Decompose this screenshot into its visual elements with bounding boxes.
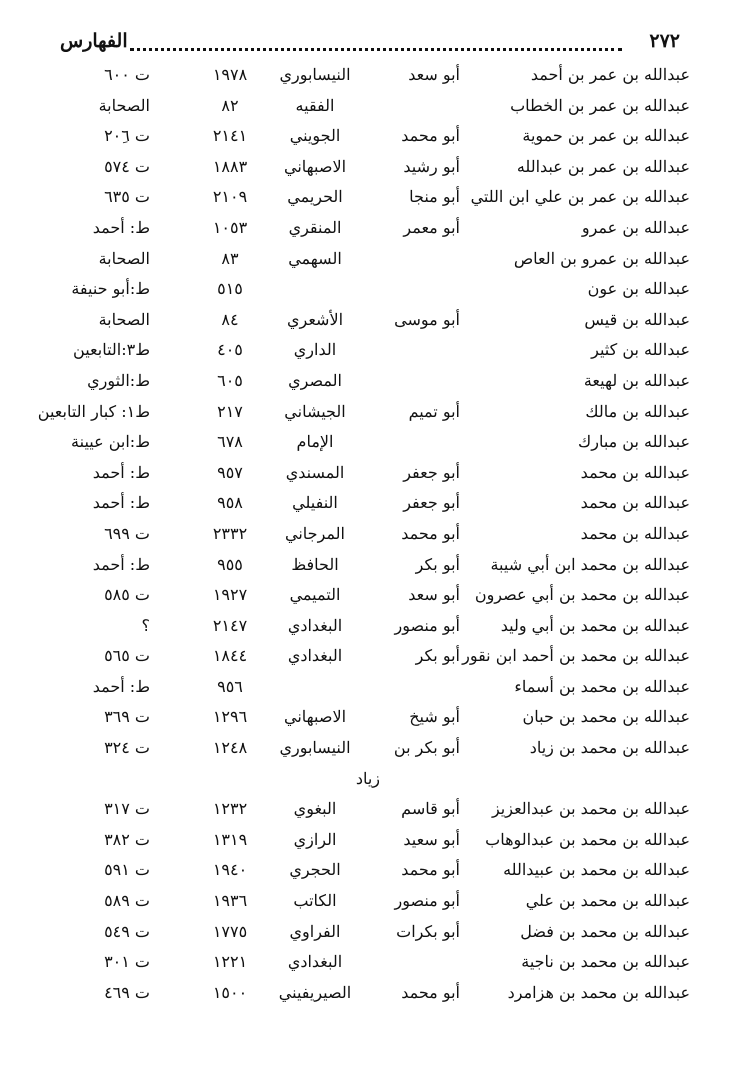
note: ت ٥٤٩ <box>104 921 150 941</box>
kunya: أبو معمر <box>403 217 460 237</box>
nisba: الاصبهاني <box>283 707 347 727</box>
entry-number: ١٢٣٢ <box>212 799 248 819</box>
kunya: أبو جعفر <box>403 462 460 482</box>
note: ت ٥٦٥ <box>104 646 150 666</box>
index-row <box>60 91 690 122</box>
nisba: الحجري <box>289 860 341 880</box>
index-table <box>37 60 690 1008</box>
index-row <box>60 60 690 91</box>
nisba: الجيشاني <box>284 401 346 421</box>
entry-number: ٢٣٣٢ <box>212 523 248 543</box>
note: ت ٣٦٩ <box>104 707 150 727</box>
narrator-name: عبدالله بن محمد بن فضل <box>520 921 690 941</box>
page-number: ٢٧٢ <box>649 30 680 52</box>
kunya: أبو قاسم <box>401 799 460 819</box>
nisba: النفيلي <box>292 493 338 513</box>
index-row <box>60 550 690 581</box>
note: ت ٣٠١ <box>104 952 150 972</box>
kunya: أبو محمد <box>401 523 460 543</box>
note: ت ٦٠٠ <box>104 65 150 84</box>
note: ط: أحمد <box>92 217 150 237</box>
note: ت ٦٩٩ <box>104 523 150 543</box>
entry-number: ٨٤ <box>221 309 239 329</box>
narrator-name: عبدالله بن محمد بن عبدالعزيز <box>491 799 690 819</box>
nisba: الحريمي <box>287 187 343 207</box>
index-row <box>60 733 690 764</box>
narrator-name: عبدالله بن محمد بن ناجية <box>521 952 690 972</box>
nisba: السهمي <box>288 248 342 268</box>
narrator-name: عبدالله بن محمد بن أبي وليد <box>500 615 690 635</box>
index-row <box>60 366 690 397</box>
entry-number: ١٢٢١ <box>212 952 248 972</box>
note: ت ٥٨٩ <box>104 891 150 911</box>
index-row <box>60 458 690 489</box>
kunya: أبو بكر <box>415 554 460 574</box>
entry-number: ٩٥٥ <box>217 554 243 574</box>
index-row <box>60 244 690 275</box>
nisba: الجويني <box>289 126 341 146</box>
index-row <box>37 397 690 428</box>
narrator-name: عبدالله بن عمرو <box>581 217 690 237</box>
index-row <box>60 580 690 611</box>
note: ط: أحمد <box>92 554 150 574</box>
index-row <box>60 702 690 733</box>
index-row <box>60 825 690 856</box>
note: الصحابة <box>98 248 150 268</box>
index-row <box>60 182 690 213</box>
entry-number: ١٩٣٦ <box>212 891 248 911</box>
note: ت ٢٠ِ٦ <box>104 126 150 146</box>
kunya: أبو شيخ <box>409 707 460 727</box>
kunya: أبو بكر بن <box>393 738 460 758</box>
entry-number: ٦٠٥ <box>217 370 243 390</box>
note: ؟ <box>141 615 150 635</box>
kunya: أبو تميم <box>408 401 460 421</box>
entry-number: ٢١٤١ <box>212 126 248 146</box>
narrator-name: عبدالله بن محمد بن زياد <box>529 738 690 758</box>
dotted-leader <box>130 36 622 51</box>
nisba: البغدادي <box>287 646 343 666</box>
narrator-name: عبدالله بن محمد <box>580 462 690 482</box>
nisba: المرجاني <box>285 523 345 543</box>
narrator-name: عبدالله بن مبارك <box>578 432 690 452</box>
nisba: الكاتب <box>293 891 337 911</box>
entry-number: ٢١٤٧ <box>212 615 248 635</box>
entry-number: ١٢٩٦ <box>212 707 248 727</box>
narrator-name: عبدالله بن محمد بن عبيدالله <box>503 860 690 880</box>
index-row <box>60 641 690 672</box>
note: الصحابة <box>98 95 150 115</box>
entry-number: ١٥٠٠ <box>212 982 248 1002</box>
index-row <box>60 978 690 1009</box>
narrator-name: عبدالله بن عمر بن أحمد <box>530 65 690 84</box>
nisba: الداري <box>293 340 337 360</box>
note: ت ٣٢٤ <box>104 738 150 758</box>
kunya: أبو منجا <box>409 187 460 207</box>
note: ط:ابن عيينة <box>71 432 150 452</box>
narrator-name: عبدالله بن محمد بن حبان <box>522 707 690 727</box>
narrator-name: عبدالله بن عمر بن الخطاب <box>510 95 690 115</box>
entry-number: ١٩٤٠ <box>212 860 248 880</box>
index-row <box>60 611 690 642</box>
entry-number: ١٨٤٤ <box>212 646 248 666</box>
section-title: الفهارس <box>60 30 128 52</box>
note: ت ٣٨٢ <box>104 829 150 849</box>
nisba: الصيريفيني <box>278 982 352 1002</box>
narrator-name: عبدالله بن محمد بن أحمد ابن نقور <box>462 646 690 666</box>
note: ط:الثوري <box>87 370 150 390</box>
entry-number: ٨٢ <box>221 95 239 115</box>
kunya: أبو سعد <box>408 585 460 605</box>
note: ت ٤٦٩ <box>104 982 150 1002</box>
narrator-name: عبدالله بن محمد بن عبدالوهاب <box>485 829 690 849</box>
index-row <box>60 274 690 305</box>
narrator-name: عبدالله بن عمر بن حموية <box>522 126 690 146</box>
index-row <box>60 855 690 886</box>
kunya: أبو رشيد <box>403 156 460 176</box>
kunya: أبو موسى <box>394 309 460 329</box>
index-row <box>60 764 690 795</box>
entry-number: ٥١٥ <box>217 279 243 299</box>
index-row <box>60 672 690 703</box>
narrator-name: عبدالله بن عمر بن علي ابن اللتي <box>470 187 690 207</box>
kunya: أبو بكرات <box>396 921 460 941</box>
entry-number: ١٩٧٨ <box>212 65 248 84</box>
narrator-name: عبدالله بن محمد بن علي <box>525 891 690 911</box>
index-row <box>60 886 690 917</box>
narrator-name: عبدالله بن عون <box>587 279 690 299</box>
nisba: النيسابوري <box>279 65 351 84</box>
nisba: البغوي <box>293 799 337 819</box>
index-row <box>60 305 690 336</box>
nisba: البغدادي <box>287 615 343 635</box>
note: ت ٦٣٥ <box>104 187 150 207</box>
nisba: الاصبهاني <box>283 156 347 176</box>
note: ط: أحمد <box>92 676 150 696</box>
nisba: المنقري <box>288 217 342 237</box>
nisba: التميمي <box>289 585 341 605</box>
note: ط٣:التابعين <box>73 340 150 360</box>
entry-number: ٩٥٦ <box>217 676 243 696</box>
index-row <box>60 488 690 519</box>
nisba: النيسابوري <box>279 738 351 758</box>
index-row <box>60 213 690 244</box>
kunya: أبو محمد <box>401 982 460 1002</box>
entry-number: ١٨٨٣ <box>212 156 248 176</box>
narrator-name: عبدالله بن محمد بن أبي عصرون <box>474 585 690 605</box>
entry-number: ٢١٧ <box>217 401 243 421</box>
note: ت ٥٨٥ <box>104 585 150 605</box>
index-row <box>60 121 690 152</box>
narrator-name: عبدالله بن عمرو بن العاص <box>513 248 690 268</box>
kunya-continuation: زياد <box>355 768 380 788</box>
narrator-name: عبدالله بن قيس <box>584 309 690 329</box>
kunya: أبو سعد <box>408 65 460 84</box>
narrator-name: عبدالله بن محمد <box>580 493 690 513</box>
narrator-name: عبدالله بن عمر بن عبدالله <box>516 156 690 176</box>
index-row <box>60 152 690 183</box>
narrator-name: عبدالله بن محمد <box>580 523 690 543</box>
note: ت ٣١٧ <box>104 799 150 819</box>
index-row <box>60 947 690 978</box>
narrator-name: عبدالله بن لهيعة <box>583 370 690 390</box>
entry-number: ١٩٢٧ <box>212 585 248 605</box>
nisba: الفقيه <box>295 95 335 115</box>
kunya: أبو محمد <box>401 126 460 146</box>
kunya: أبو سعيد <box>403 829 460 849</box>
kunya: أبو جعفر <box>403 493 460 513</box>
entry-number: ١٧٧٥ <box>212 921 248 941</box>
narrator-name: عبدالله بن محمد ابن أبي شيبة <box>490 554 690 574</box>
nisba: الإمام <box>296 432 334 452</box>
note: الصحابة <box>98 309 150 329</box>
index-row <box>60 917 690 948</box>
note: ت ٥٩١ <box>104 860 150 880</box>
entry-number: ١٠٥٣ <box>212 217 248 237</box>
kunya: أبو بكر <box>415 646 460 666</box>
nisba: الرازي <box>293 829 337 849</box>
note: ط: أحمد <box>92 493 150 513</box>
entry-number: ١٣١٩ <box>212 829 248 849</box>
narrator-name: عبدالله بن مالك <box>585 401 690 421</box>
entry-number: ٢١٠٩ <box>212 187 248 207</box>
note: ط:أبو حنيفة <box>71 279 150 299</box>
note: ت ٥٧٤ <box>104 156 150 176</box>
entry-number: ١٢٤٨ <box>212 738 248 758</box>
page-header <box>60 30 680 60</box>
narrator-name: عبدالله بن كثير <box>591 340 690 360</box>
kunya: أبو منصور <box>394 891 460 911</box>
narrator-name: عبدالله بن محمد بن هزامرد <box>507 982 690 1002</box>
nisba: الفراوي <box>289 921 341 941</box>
entry-number: ٦٧٨ <box>217 432 243 452</box>
nisba: المسندي <box>285 462 345 482</box>
index-row <box>60 427 690 458</box>
entry-number: ٤٠٥ <box>217 340 243 360</box>
kunya: أبو منصور <box>394 615 460 635</box>
entry-number: ٨٣ <box>221 248 239 268</box>
entry-number: ٩٥٧ <box>217 462 243 482</box>
note: ط١: كبار التابعين <box>37 401 150 421</box>
entry-number: ٩٥٨ <box>217 493 243 513</box>
nisba: البغدادي <box>287 952 343 972</box>
narrator-name: عبدالله بن محمد بن أسماء <box>514 676 690 696</box>
kunya: أبو محمد <box>401 860 460 880</box>
nisba: المصري <box>288 370 342 390</box>
note: ط: أحمد <box>92 462 150 482</box>
index-row <box>60 519 690 550</box>
index-row <box>60 794 690 825</box>
nisba: الأشعري <box>286 309 344 329</box>
index-row <box>60 335 690 366</box>
nisba: الحافظ <box>291 554 339 574</box>
